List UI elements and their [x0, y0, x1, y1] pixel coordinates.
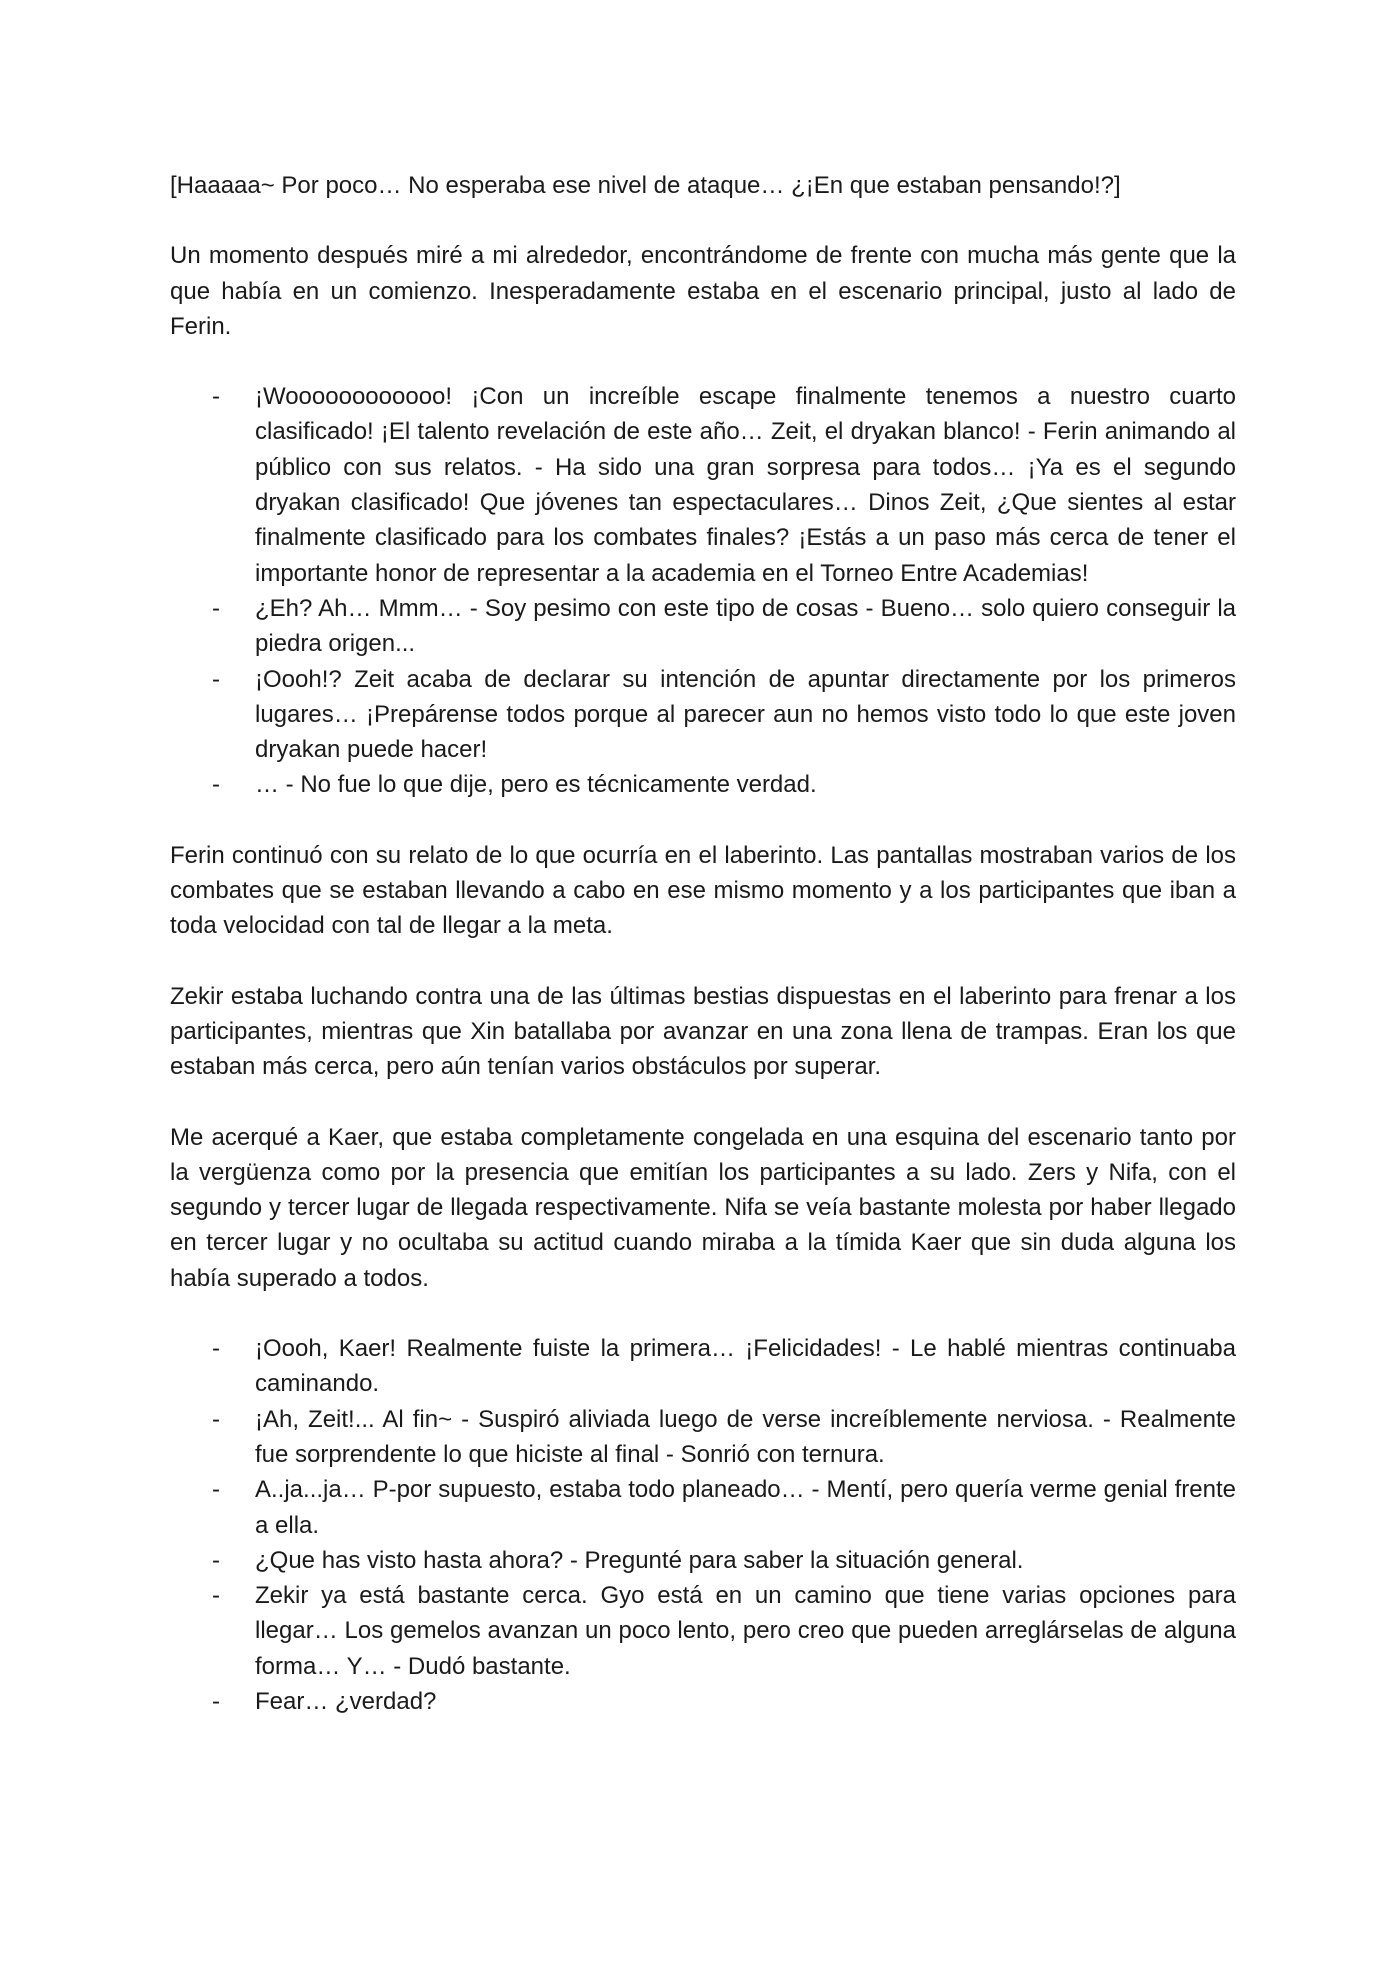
- dialog-text: ¡Oooh, Kaer! Realmente fuiste la primera… ¡Felicidades! - Le hablé mientras continuaba caminando.: [255, 1335, 1236, 1398]
- paragraph-3: Ferin continuó con su relato de lo que ocurría en el laberinto. Las pantallas mostraban varios de los combates que se estaban llevando a cabo en ese mismo momento y a los participantes que iban a toda velocidad con tal de llegar a la meta.: [170, 841, 1236, 940]
- dash-bullet: -: [212, 665, 220, 693]
- dash-bullet: -: [212, 594, 220, 622]
- dialog-text: ¿Eh? Ah… Mmm… - Soy pesimo con este tipo de cosas - Bueno… solo quiero conseguir la piedra origen...: [255, 594, 1236, 658]
- dash-bullet: -: [212, 1582, 220, 1610]
- dialog-line: [170, 1472, 1236, 1543]
- paragraph-1: [Haaaaa~ Por poco… No esperaba ese nivel de ataque… ¿¡En que estaban pensando!?]: [170, 172, 1121, 199]
- dash-bullet: -: [212, 1546, 220, 1574]
- dialog-text: … - No fue lo que dije, pero es técnicamente verdad.: [255, 771, 817, 799]
- dialog-line: [170, 379, 1236, 591]
- dialog-line: [170, 662, 1236, 768]
- dash-bullet: -: [212, 383, 220, 411]
- paragraph-4: Zekir estaba luchando contra una de las últimas bestias dispuestas en el laberinto para frenar a los participantes, mientras que Xin batallaba por avanzar en una zona llena de trampas. Eran los que estaban más cerca, pero aún tenían varios obstáculos por superar.: [170, 982, 1236, 1081]
- paragraph-5: Me acerqué a Kaer, que estaba completamente congelada en una esquina del escenario tanto por la vergüenza como por la presencia que emitían los participantes a su lado. Zers y Nifa, con el segundo y tercer lugar de llegada respectivamente. Nifa se veía bastante molesta por haber llegado en tercer lugar y no ocultaba su actitud cuando miraba a la tímida Kaer que sin duda alguna los había superado a todos.: [170, 1123, 1236, 1292]
- paragraph-2: Un momento después miré a mi alrededor, encontrándome de frente con mucha más gente que la que había en un comienzo. Inesperadamente estaba en el escenario principal, justo al lado de Ferin.: [170, 242, 1236, 340]
- dialog-line: [170, 767, 1236, 802]
- dialog-text: ¿Que has visto hasta ahora? - Pregunté para saber la situación general.: [255, 1546, 1024, 1574]
- dash-bullet: -: [212, 1476, 220, 1504]
- dialog-list-1: [170, 379, 1236, 803]
- dash-bullet: -: [212, 771, 220, 799]
- dialog-line: [170, 1578, 1236, 1684]
- dialog-text: ¡Oooh!? Zeit acaba de declarar su intención de apuntar directamente por los primeros lugares… ¡Prepárense todos porque al parecer aun no hemos visto todo lo que este joven dryakan puede hacer!: [255, 665, 1236, 764]
- dash-bullet: -: [212, 1687, 220, 1715]
- dialog-text: Zekir ya está bastante cerca. Gyo está en un camino que tiene varias opciones para llegar… Los gemelos avanzan un poco lento, pero creo que pueden arreglárselas de alguna forma… Y… - Dudó bastante.: [255, 1582, 1236, 1680]
- dialog-line: [170, 1331, 1236, 1402]
- dash-bullet: -: [212, 1335, 220, 1363]
- dialog-line: [170, 591, 1236, 662]
- dialog-text: ¡Woooooooooooo! ¡Con un increíble escape finalmente tenemos a nuestro cuarto clasificado! ¡El talento revelación de este año… Zeit, el dryakan blanco! - Ferin animando al público con sus relatos. - Ha sido una gran sorpresa para todos… ¡Ya es el segundo dryakan clasificado! Que jóvenes tan espectaculares… Dinos Zeit, ¿Que sientes al estar finalmente clasificado para los combates finales? ¡Estás a un paso más cerca de tener el importante honor de representar a la academia en el Torneo Entre Academias!: [255, 383, 1236, 587]
- dialog-line: [170, 1402, 1236, 1473]
- dialog-list-2: [170, 1331, 1236, 1719]
- dialog-line: [170, 1684, 1236, 1719]
- dialog-line: [170, 1543, 1236, 1578]
- document-page: [170, 168, 1236, 1754]
- dialog-text: Fear… ¿verdad?: [255, 1687, 437, 1715]
- dialog-text: ¡Ah, Zeit!... Al fin~ - Suspiró aliviada luego de verse increíblemente nerviosa. - Realmente fue sorprendente lo que hiciste al final - Sonrió con ternura.: [255, 1405, 1236, 1468]
- dash-bullet: -: [212, 1405, 220, 1433]
- dialog-text: A..ja...ja… P-por supuesto, estaba todo planeado… - Mentí, pero quería verme genial frente a ella.: [255, 1476, 1236, 1539]
